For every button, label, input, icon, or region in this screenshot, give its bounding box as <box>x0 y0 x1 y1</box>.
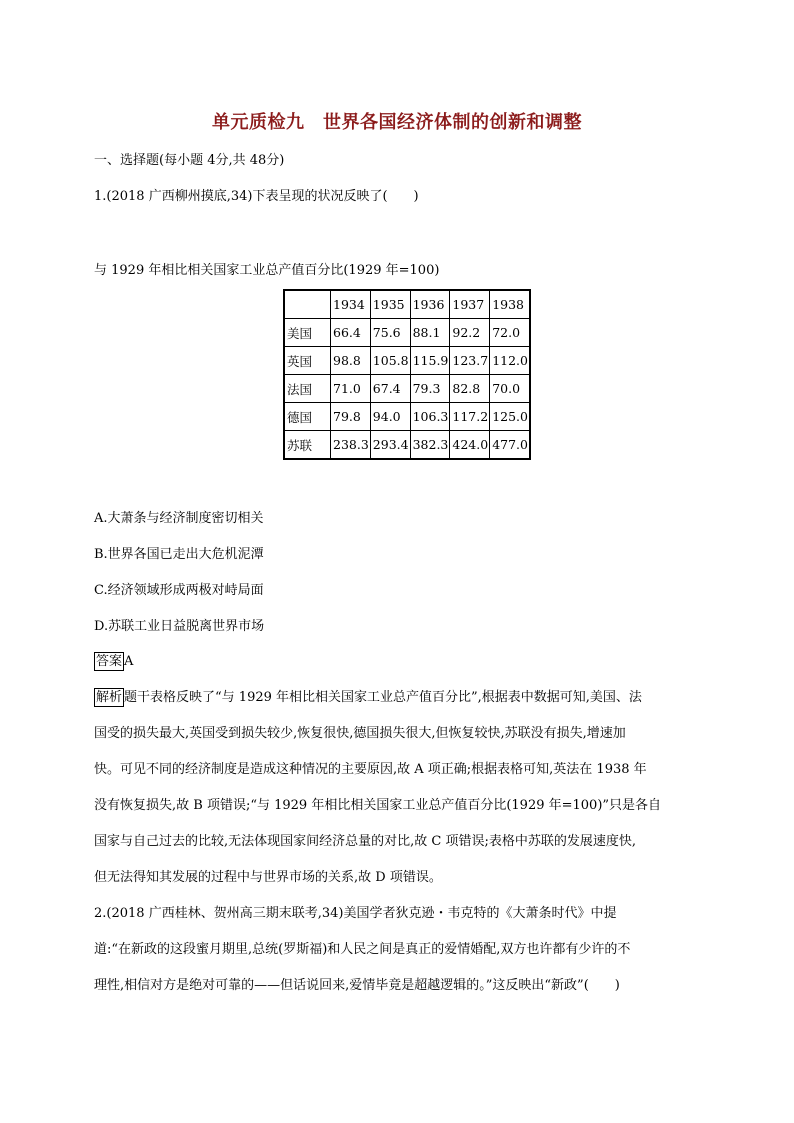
table-cell: 106.3 <box>410 403 450 431</box>
table-cell: 123.7 <box>450 347 490 375</box>
section-heading: 一、选择题(每小题 4分,共 48分) <box>94 153 285 168</box>
table-cell: 98.8 <box>331 347 371 375</box>
table-row <box>284 319 530 347</box>
option-d: D.苏联工业日益脱离世界市场 <box>94 619 265 634</box>
table-cell: 79.8 <box>331 403 371 431</box>
answer-value: A <box>124 654 134 669</box>
table-header-row <box>284 290 530 319</box>
table-cell: 105.8 <box>370 347 410 375</box>
table-caption: 与 1929 年相比相关国家工业总产值百分比(1929 年=100) <box>94 263 440 278</box>
analysis-text: 题干表格反映了“与 1929 年相比相关国家工业总产值百分比”,根据表中数据可知,美国、法 <box>124 690 642 705</box>
analysis-line: 国受的损失最大,英国受到损失较少,恢复很快,德国损失很大,但恢复较快,苏联没有损失,增速加 <box>94 726 626 741</box>
table-row <box>284 347 530 375</box>
question-1-stem: 1.(2018 广西柳州摸底,34)下表呈现的状况反映了( ) <box>94 189 419 204</box>
table-cell: 477.0 <box>490 431 530 460</box>
table-cell: 112.0 <box>490 347 530 375</box>
table-cell: 72.0 <box>490 319 530 347</box>
question-2-line: 道:“在新政的这段蜜月期里,总统(罗斯福)和人民之间是真正的爱情婚配,双方也许都有少许的不 <box>94 942 631 957</box>
table-row <box>284 403 530 431</box>
table-cell: 82.8 <box>450 375 490 403</box>
analysis-line: 快。可见不同的经济制度是造成这种情况的主要原因,故 A 项正确;根据表格可知,英法在 1938 年 <box>94 762 647 777</box>
table-cell: 70.0 <box>490 375 530 403</box>
page-title: 单元质检九 世界各国经济体制的创新和调整 <box>212 112 582 133</box>
table-row <box>284 375 530 403</box>
option-c: C.经济领域形成两极对峙局面 <box>94 583 264 598</box>
table-cell: 382.3 <box>410 431 450 460</box>
table-cell: 75.6 <box>370 319 410 347</box>
analysis-label: 解析 <box>96 690 123 705</box>
question-2-line: 2.(2018 广西桂林、贺州高三期末联考,34)美国学者狄克逊・韦克特的《大萧条时代》中提 <box>94 906 617 921</box>
question-2-line: 理性,相信对方是绝对可靠的——但话说回来,爱情毕竟是超越逻辑的。”这反映出“新政”( ) <box>94 978 620 993</box>
table-row-label: 苏联 <box>284 431 331 460</box>
table-cell: 79.3 <box>410 375 450 403</box>
table-row-label: 英国 <box>284 347 331 375</box>
table-cell: 88.1 <box>410 319 450 347</box>
table-cell: 94.0 <box>370 403 410 431</box>
option-a: A.大萧条与经济制度密切相关 <box>94 511 264 526</box>
analysis-line: 没有恢复损失,故 B 项错误;“与 1929 年相比相关国家工业总产值百分比(1929 年=100)”只是各自 <box>94 798 662 813</box>
answer-label: 答案 <box>96 654 123 669</box>
table-cell: 66.4 <box>331 319 371 347</box>
analysis-line: 国家与自己过去的比较,无法体现国家间经济总量的对比,故 C 项错误;表格中苏联的发展速度快, <box>94 834 636 849</box>
answer-line <box>94 652 133 672</box>
table-header-cell: 1938 <box>490 290 530 319</box>
table-row <box>284 431 530 460</box>
table-cell: 238.3 <box>331 431 371 460</box>
table-row-label: 德国 <box>284 403 331 431</box>
option-b: B.世界各国已走出大危机泥潭 <box>94 547 264 562</box>
table-cell: 67.4 <box>370 375 410 403</box>
table-row-label: 法国 <box>284 375 331 403</box>
table-cell: 71.0 <box>331 375 371 403</box>
table-cell: 92.2 <box>450 319 490 347</box>
analysis-line: 但无法得知其发展的过程中与世界市场的关系,故 D 项错误。 <box>94 870 442 885</box>
table-header-cell: 1935 <box>370 290 410 319</box>
table-cell: 424.0 <box>450 431 490 460</box>
table-header-cell: 1934 <box>331 290 371 319</box>
table-cell: 117.2 <box>450 403 490 431</box>
table-header-cell <box>284 290 331 319</box>
table-header-cell: 1936 <box>410 290 450 319</box>
table-row-label: 美国 <box>284 319 331 347</box>
data-table <box>283 289 531 460</box>
analysis-line <box>94 688 642 708</box>
table-cell: 115.9 <box>410 347 450 375</box>
table-cell: 125.0 <box>490 403 530 431</box>
table-header-cell: 1937 <box>450 290 490 319</box>
table-cell: 293.4 <box>370 431 410 460</box>
